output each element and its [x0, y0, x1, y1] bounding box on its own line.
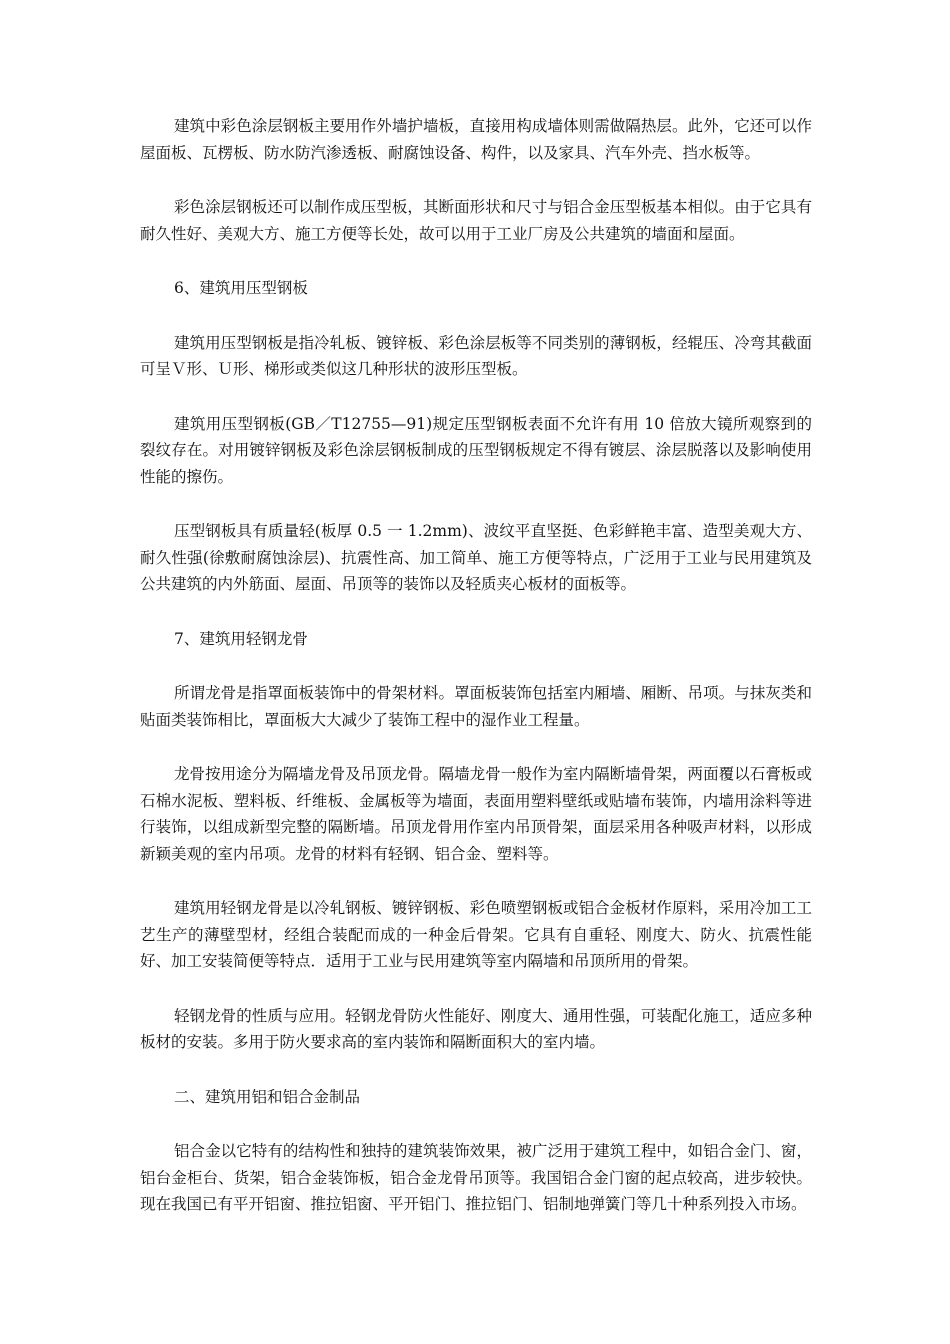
- paragraph: 彩色涂层钢板还可以制作成压型板，其断面形状和尺寸与铝合金压型板基本相似。由于它具有耐久性好、美观大方、施工方便等长处，故可以用于工业厂房及公共建筑的墙面和屋面。: [140, 198, 812, 243]
- paragraph: 所谓龙骨是指罩面板装饰中的骨架材料。罩面板装饰包括室内厢墙、厢断、吊项。与抹灰类和贴面类装饰相比，罩面板大大减少了装饰工程中的湿作业工程量。: [140, 684, 812, 729]
- paragraph: 龙骨按用途分为隔墙龙骨及吊顶龙骨。隔墙龙骨一般作为室内隔断墙骨架，两面覆以石膏板或石棉水泥板、塑料板、纤维板、金属板等为墙面，表面用塑料壁纸或贴墙布装饰，内墙用涂料等进行装饰，以组成新型完整的隔断墙。吊顶龙骨用作室内吊顶骨架，面层采用各种吸声材料，以形成新颖美观的室内吊项。龙骨的材料有轻钢、铝合金、塑料等。: [140, 765, 812, 863]
- paragraph: 建筑用压型钢板是指冷轧板、镀锌板、彩色涂层板等不同类别的薄钢板，经辊压、冷弯其截面可呈Ｖ形、Ｕ形、梯形或类似这几种形状的波形压型板。: [140, 333, 812, 378]
- paragraph: 建筑用压型钢板(GB／T12755—91)规定压型钢板表面不允许有用 10 倍放大镜所观察到的裂纹存在。对用镀锌钢板及彩色涂层钢板制成的压型钢板规定不得有镀层、涂层脱落以及影响使用性能的擦伤。: [140, 414, 812, 486]
- paragraph: 建筑用轻钢龙骨是以冷轧钢板、镀锌钢板、彩色喷塑钢板或铝合金板材作原料，采用冷加工工艺生产的薄壁型材，经组合装配而成的一种金后骨架。它具有自重轻、刚度大、防火、抗震性能好、加工安装简便等特点．适用于工业与民用建筑等室内隔墙和吊顶所用的骨架。: [140, 899, 812, 970]
- section-heading: 6、建筑用压型钢板: [174, 279, 308, 297]
- paragraph: 铝合金以它特有的结构性和独持的建筑装饰效果，被广泛用于建筑工程中，如铝合金门、窗，铝台金柜台、货架，铝合金装饰板，铝合金龙骨吊顶等。我国铝合金门窗的起点较高，进步较快。现在我国已有平开铝窗、推拉铝窗、平开铝门、推拉铝门、铝制地弹簧门等几十种系列投入市场。: [140, 1142, 812, 1213]
- paragraph: 建筑中彩色涂层钢板主要用作外墙护墙板，直接用构成墙体则需做隔热层。此外，它还可以作屋面板、瓦楞板、防水防汽渗透板、耐腐蚀设备、构件，以及家具、汽车外壳、挡水板等。: [140, 117, 812, 162]
- section-heading: 7、建筑用轻钢龙骨: [174, 629, 308, 648]
- section-heading: 二、建筑用铝和铝合金制品: [174, 1087, 361, 1106]
- paragraph: 压型钢板具有质量轻(板厚 0.5 一 1.2mm)、波纹平直坚挺、色彩鲜艳丰富、造型美观大方、耐久性强(徐敷耐腐蚀涂层)、抗震性高、加工简单、施工方便等特点，广泛用于工业与民用建筑及公共建筑的内外筋面、屋面、吊顶等的装饰以及轻质夹心板材的面板等。: [140, 522, 812, 593]
- document-page: [140, 113, 812, 1246]
- paragraph: 轻钢龙骨的性质与应用。轻钢龙骨防火性能好、刚度大、通用性强，可装配化施工，适应多种板材的安装。多用于防火要求高的室内装饰和隔断面积大的室内墙。: [140, 1006, 812, 1051]
